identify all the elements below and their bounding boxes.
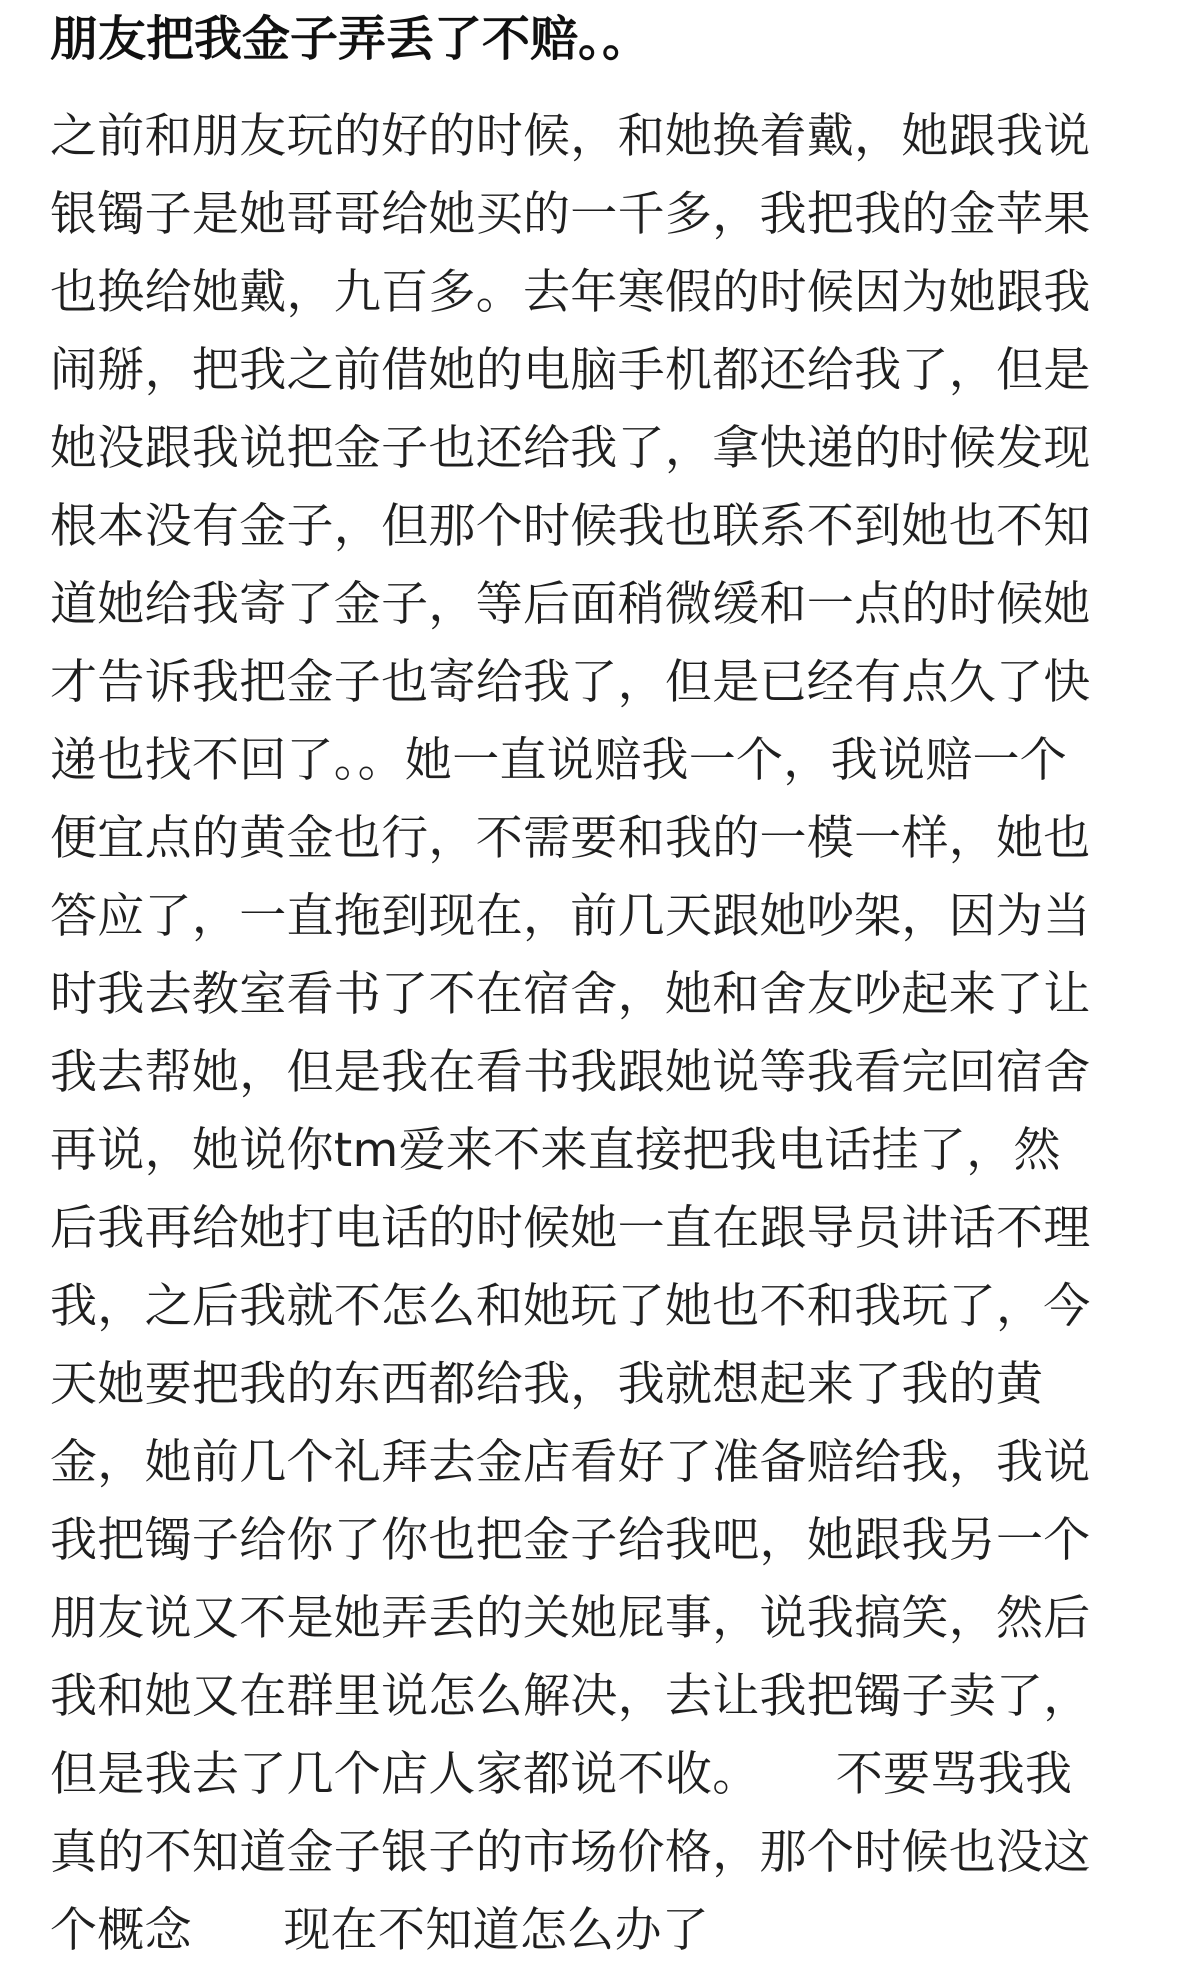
post-body-line: 个概念 现在不知道怎么办了: [50, 1903, 710, 1958]
post-body-line: 但是我去了几个店人家都说不收。 不要骂我我: [50, 1747, 1073, 1802]
post-body-line: 之前和朋友玩的好的时候，和她换着戴，她跟我说: [50, 109, 1091, 164]
post-body-line: 银镯子是她哥哥给她买的一千多，我把我的金苹果: [50, 187, 1091, 242]
post-body-line: 她没跟我说把金子也还给我了，拿快递的时候发现: [50, 421, 1091, 476]
post-body-line: 我，之后我就不怎么和她玩了她也不和我玩了，今: [50, 1279, 1091, 1334]
post-body-line: 金，她前几个礼拜去金店看好了准备赔给我，我说: [50, 1435, 1091, 1490]
post-body-line: 真的不知道金子银子的市场价格，那个时候也没这: [50, 1825, 1091, 1880]
post-title: 朋友把我金子弄丢了不赔。。: [50, 11, 651, 67]
post-body-line: 才告诉我把金子也寄给我了，但是已经有点久了快: [50, 655, 1091, 710]
post-body-line: 朋友说又不是她弄丢的关她屁事，说我搞笑，然后: [50, 1591, 1091, 1646]
post-body-line: 时我去教室看书了不在宿舍，她和舍友吵起来了让: [50, 967, 1091, 1022]
post-body-line: 后我再给她打电话的时候她一直在跟导员讲话不理: [50, 1201, 1091, 1256]
post-body-line: 闹掰，把我之前借她的电脑手机都还给我了，但是: [50, 343, 1091, 398]
post-body-line: 也换给她戴，九百多。去年寒假的时候因为她跟我: [50, 265, 1091, 320]
post-body-line: 递也找不回了。。她一直说赔我一个，我说赔一个: [50, 733, 1068, 788]
post-body-line: 我去帮她，但是我在看书我跟她说等我看完回宿舍: [50, 1045, 1091, 1100]
post-body-line: 再说，她说你tm爱来不来直接把我电话挂了，然: [50, 1123, 1061, 1178]
post-body-line: 我和她又在群里说怎么解决，去让我把镯子卖了，: [50, 1669, 1091, 1724]
post-body-line: 我把镯子给你了你也把金子给我吧，她跟我另一个: [50, 1513, 1091, 1568]
post-body-line: 天她要把我的东西都给我，我就想起来了我的黄: [50, 1357, 1044, 1412]
post-body-line: 根本没有金子，但那个时候我也联系不到她也不知: [50, 499, 1091, 554]
post-body-line: 道她给我寄了金子，等后面稍微缓和一点的时候她: [50, 577, 1091, 632]
post-body: [50, 98, 1160, 1970]
post-body-line: 便宜点的黄金也行，不需要和我的一模一样，她也: [50, 811, 1091, 866]
post-body-line: 答应了，一直拖到现在，前几天跟她吵架，因为当: [50, 889, 1091, 944]
